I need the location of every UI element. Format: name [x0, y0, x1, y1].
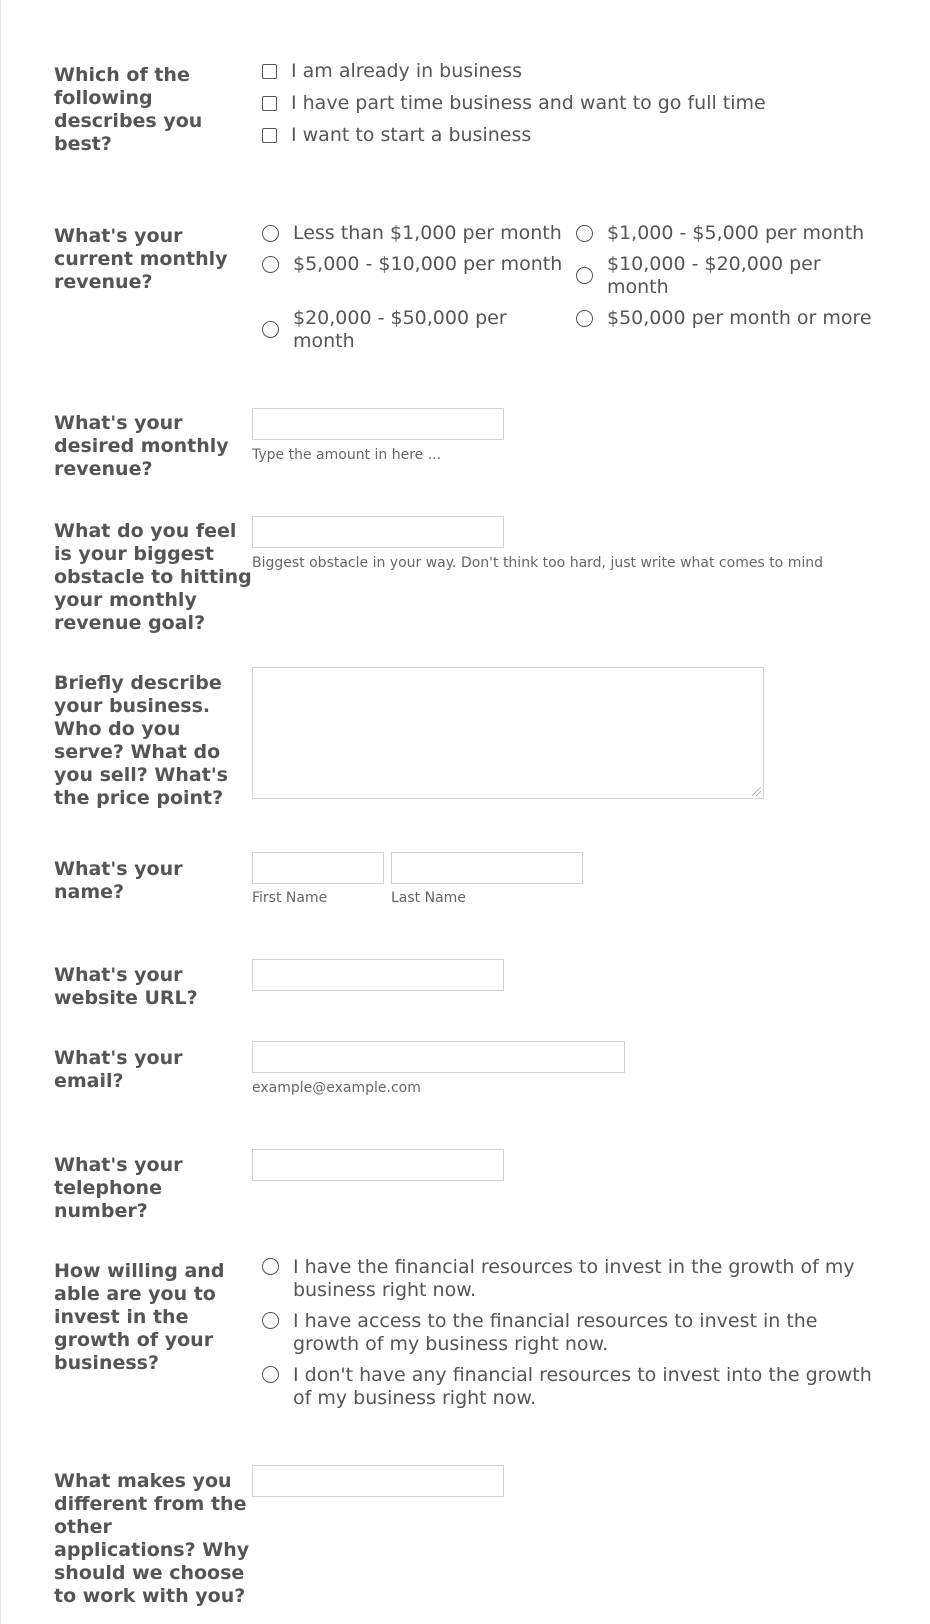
radio-label: $20,000 - $50,000 per month [293, 307, 507, 352]
website-url-input[interactable] [252, 959, 504, 991]
page-left-border [0, 0, 1, 1624]
radio-label: $5,000 - $10,000 per month [293, 253, 563, 275]
radio-label: I have the financial resources to invest in the growth of my business right now. [293, 1256, 855, 1301]
checkbox-part-time-business[interactable] [262, 96, 277, 111]
radio-revenue-20000-50000[interactable] [262, 321, 279, 338]
question-current-revenue-label: What's your current monthly revenue? [54, 225, 228, 293]
checkbox-label: I have part time business and want to go full time [291, 92, 766, 114]
question-business-desc-label: Briefly describe your business. Who do you serve? What do you sell? What's the price point? [54, 672, 228, 809]
question-email-label: What's your email? [54, 1047, 183, 1092]
desired-revenue-hint: Type the amount in here ... [252, 447, 442, 463]
question-website-label: What's your website URL? [54, 964, 198, 1009]
email-hint: example@example.com [252, 1080, 421, 1096]
question-phone-label: What's your telephone number? [54, 1154, 183, 1222]
radio-label: $1,000 - $5,000 per month [607, 222, 865, 244]
obstacle-input[interactable] [252, 516, 504, 548]
radio-label: I don't have any financial resources to invest into the growth of my business right now. [293, 1364, 872, 1409]
radio-revenue-1000-5000[interactable] [576, 225, 593, 242]
checkbox-already-in-business[interactable] [262, 64, 277, 79]
radio-invest-have-access[interactable] [262, 1312, 279, 1329]
radio-revenue-lt-1000[interactable] [262, 225, 279, 242]
radio-revenue-50000-plus[interactable] [576, 310, 593, 327]
question-desired-revenue-label: What's your desired monthly revenue? [54, 412, 229, 480]
checkbox-label: I am already in business [291, 60, 522, 82]
last-name-hint: Last Name [391, 890, 466, 906]
resize-grip-icon[interactable] [752, 787, 761, 796]
radio-label: $10,000 - $20,000 per month [607, 253, 821, 298]
question-describes-label: Which of the following describes you best? [54, 64, 203, 155]
question-different-label: What makes you different from the other applications? Why should we choose to work with you? [54, 1470, 250, 1607]
question-obstacle-label: What do you feel is your biggest obstacle to hitting your monthly revenue goal? [54, 520, 252, 634]
checkbox-start-business[interactable] [262, 128, 277, 143]
radio-label: Less than $1,000 per month [293, 222, 562, 244]
radio-revenue-5000-10000[interactable] [262, 256, 279, 273]
radio-invest-have-resources[interactable] [262, 1258, 279, 1275]
radio-invest-no-resources[interactable] [262, 1366, 279, 1383]
different-input[interactable] [252, 1465, 504, 1497]
radio-label: I have access to the financial resources to invest in the growth of my business right now. [293, 1310, 818, 1355]
telephone-input[interactable] [252, 1149, 504, 1181]
email-input[interactable] [252, 1041, 625, 1073]
first-name-hint: First Name [252, 890, 328, 906]
checkbox-label: I want to start a business [291, 124, 532, 146]
business-description-textarea[interactable] [252, 667, 764, 799]
question-invest-label: How willing and able are you to invest in the growth of your business? [54, 1260, 225, 1374]
radio-label: $50,000 per month or more [607, 307, 872, 329]
question-name-label: What's your name? [54, 858, 183, 903]
desired-revenue-input[interactable] [252, 408, 504, 440]
obstacle-hint: Biggest obstacle in your way. Don't think too hard, just write what comes to mind [252, 555, 823, 571]
radio-revenue-10000-20000[interactable] [576, 267, 593, 284]
first-name-input[interactable] [252, 852, 384, 884]
last-name-input[interactable] [391, 852, 583, 884]
